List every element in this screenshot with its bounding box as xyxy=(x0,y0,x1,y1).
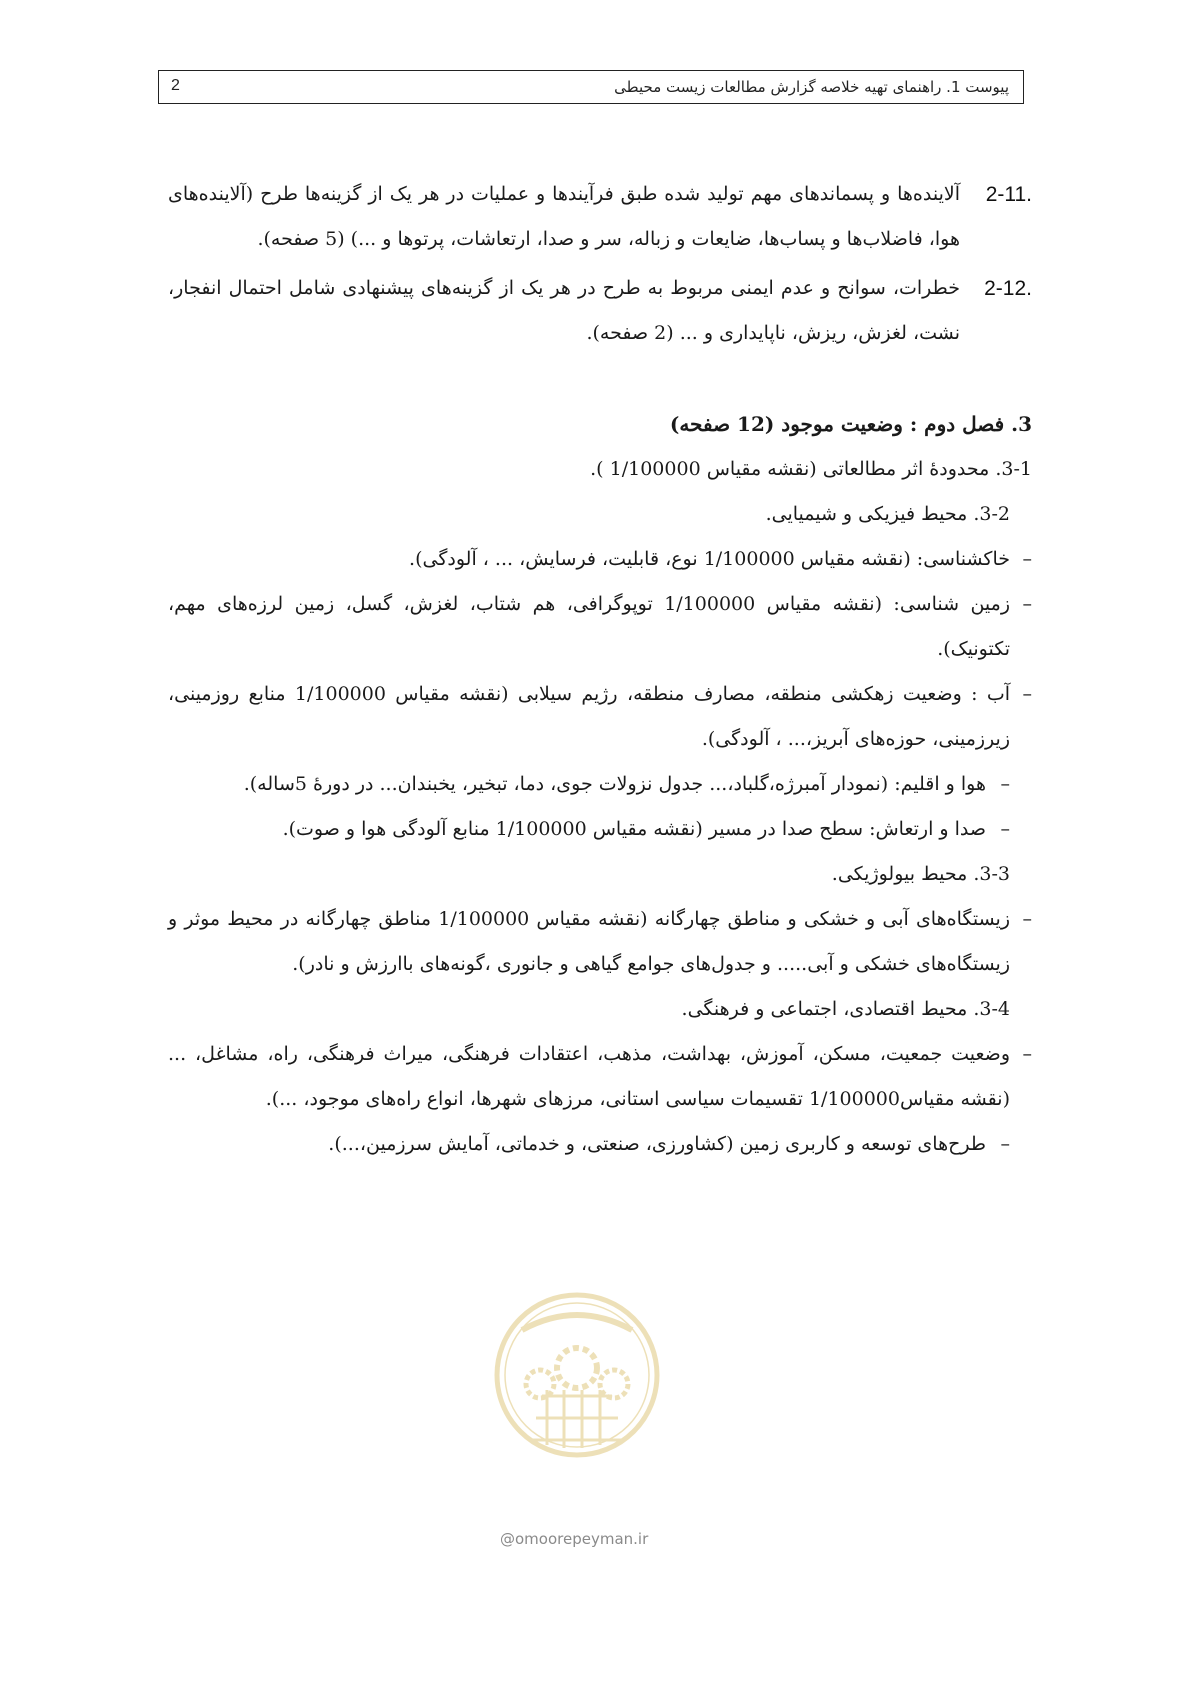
page-number: 2 xyxy=(171,77,180,94)
bullet-text: زمین شناسی: (نقشه مقیاس 1/100000 توپوگرافی، هم شتاب، لغزش، گسل، زمین لرزه‌های مهم، تکتونیک). xyxy=(168,593,1010,660)
watermark-logo-icon xyxy=(492,1290,662,1460)
dash-marker: – xyxy=(1022,593,1032,615)
subsection-3-2: 3-2. محیط فیزیکی و شیمیایی. xyxy=(765,503,1010,525)
bullet-item xyxy=(168,897,1032,987)
header-title: پیوست 1. راهنمای تهیه خلاصه گزارش مطالعات زیست محیطی xyxy=(614,78,1009,96)
bullet-item xyxy=(168,1032,1032,1122)
dash-marker: – xyxy=(1000,773,1010,795)
item-label: 2-11. xyxy=(985,183,1032,206)
bullet-item xyxy=(168,762,1032,807)
bullet-text: صدا و ارتعاش: سطح صدا در مسیر (نقشه مقیاس 1/100000 منابع آلودگی هوا و صوت). xyxy=(282,818,986,840)
bullet-text: زیستگاه‌های آبی و خشکی و مناطق چهارگانه (نقشه مقیاس 1/100000 مناطق چهارگانه در محیط موثر و زیستگاه‌های خشکی و آبی..... و جدول‌های جوامع گیاهی و جانوری ،گونه‌های باارزش و نادر). xyxy=(168,908,1011,975)
item-2-11 xyxy=(168,172,1032,262)
document-body xyxy=(168,172,1032,1167)
bullet-text: خاکشناسی: (نقشه مقیاس 1/100000 نوع، قابلیت، فرسایش، ... ، آلودگی). xyxy=(409,548,1010,570)
bullet-text: هوا و اقلیم: (نمودار آمبرژه،گلباد،... جدول نزولات جوی، دما، تبخیر، یخبندان... در دورهٔ 5ساله). xyxy=(243,773,986,795)
subsection-3-4: 3-4. محیط اقتصادی، اجتماعی و فرهنگی. xyxy=(681,998,1010,1020)
section-heading: 3. فصل دوم : وضعیت موجود (12 صفحه) xyxy=(669,412,1032,436)
dash-marker: – xyxy=(1022,548,1032,570)
bullet-text: طرح‌های توسعه و کاربری زمین (کشاورزی، صنعتی، و خدماتی، آمایش سرزمین،...). xyxy=(328,1133,986,1155)
watermark-url: @omoorepeyman.ir xyxy=(500,1530,649,1548)
item-label: 2-12. xyxy=(984,277,1032,300)
subsection-3-3: 3-3. محیط بیولوژیکی. xyxy=(831,863,1010,885)
bullet-item xyxy=(168,537,1032,582)
bullet-item xyxy=(168,582,1032,672)
page-header xyxy=(158,70,1024,104)
item-2-12 xyxy=(168,266,1032,356)
item-text: آلاینده‌ها و پسماندهای مهم تولید شده طبق فرآیندها و عملیات در هر یک از گزینه‌ها طرح (آلاینده‌های هوا، فاضلاب‌ها و پساب‌ها، ضایعات و زباله، سر و صدا، ارتعاشات، پرتوها و ...) (5 صفحه). xyxy=(168,183,960,250)
bullet-text: وضعیت جمعیت، مسکن، آموزش، بهداشت، مذهب، اعتقادات فرهنگی، میراث فرهنگی، راه، مشاغل، ...(نقشه مقیاس1/100000 تقسیمات سیاسی استانی، مرزهای شهرها، انواع راه‌های موجود، ...). xyxy=(168,1043,1010,1110)
bullet-item xyxy=(168,672,1032,762)
dash-marker: – xyxy=(1022,908,1032,930)
item-text: خطرات، سوانح و عدم ایمنی مربوط به طرح در هر یک از گزینه‌های پیشنهادی شامل احتمال انفجار، نشت، لغزش، ریزش، ناپایداری و ... (2 صفحه). xyxy=(168,277,960,344)
dash-marker: – xyxy=(1022,1043,1032,1065)
dash-marker: – xyxy=(1022,683,1032,705)
bullet-item xyxy=(168,1122,1032,1167)
subsection-3-1: 3-1. محدودهٔ اثر مطالعاتی (نقشه مقیاس 1/100000 ). xyxy=(590,458,1032,480)
dash-marker: – xyxy=(1000,818,1010,840)
dash-marker: – xyxy=(1000,1133,1010,1155)
bullet-text: آب : وضعیت زهکشی منطقه، مصارف منطقه، رژیم سیلابی (نقشه مقیاس 1/100000 منابع روزمینی، زیرزمینی، حوزه‌های آبریز،... ، آلودگی). xyxy=(168,683,1010,750)
bullet-item xyxy=(168,807,1032,852)
